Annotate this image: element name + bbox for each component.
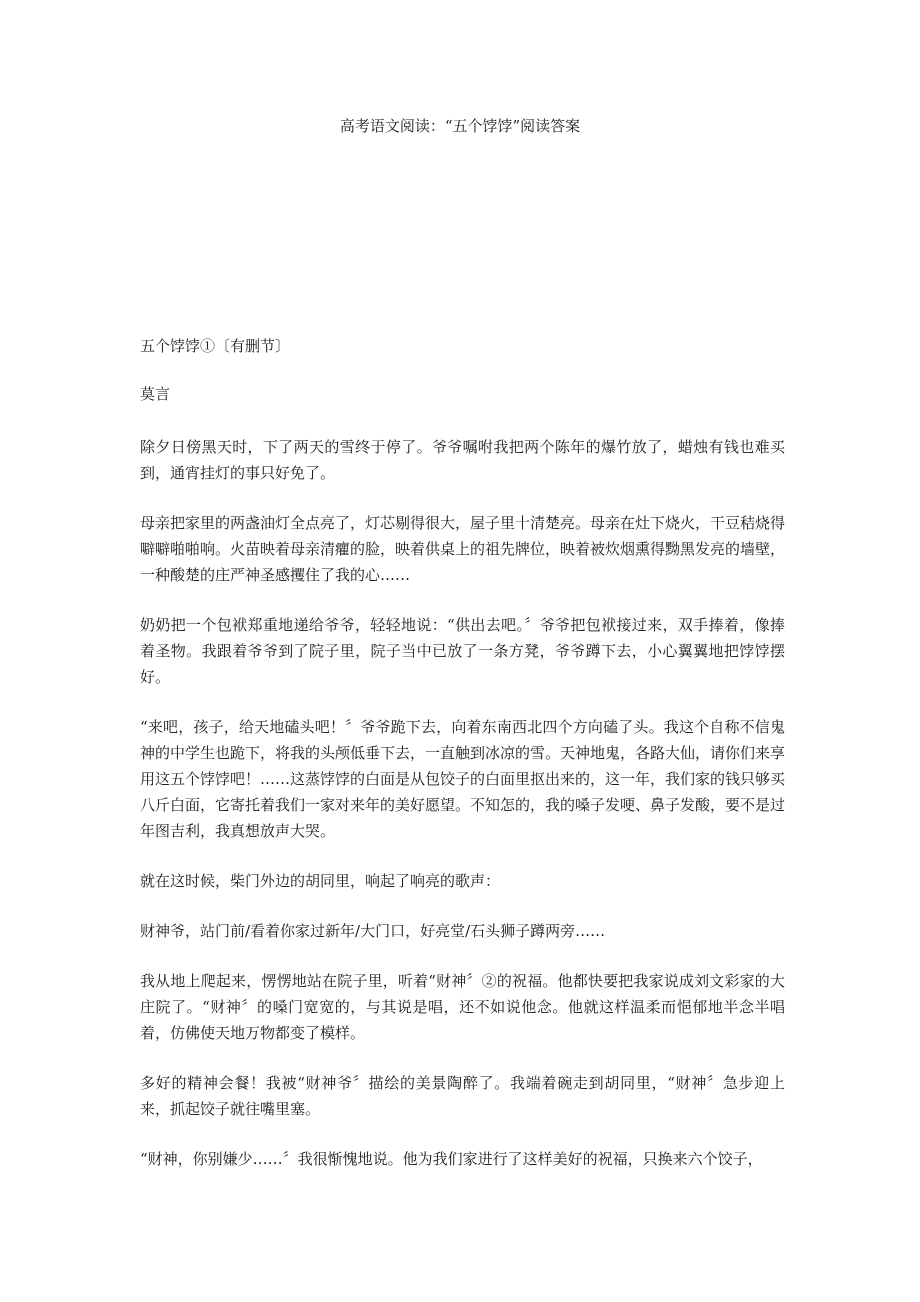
paragraph: 母亲把家里的两盏油灯全点亮了，灯芯剔得很大，屋子里十清楚亮。母亲在灶下烧火，干豆秸烧得噼噼啪啪响。火苗映着母亲清癯的脸，映着供桌上的祖先牌位，映着被炊烟熏得黝黑发亮的墙壁，一种酸楚的庄严神圣感攫住了我的心……: [140, 514, 786, 584]
paragraph: 我从地上爬起来，愣愣地站在院子里，听着“财神〞②的祝福。他都快要把我家说成刘文彩家的大庄院了。“财神〞的嗓门宽宽的，与其说是唱，还不如说他念。他就这样温柔而悒郁地半念半唱着，仿佛使天地万物都变了模样。: [140, 972, 785, 1042]
paragraph: 就在这时候，柴门外边的胡同里，响起了响亮的歌声：: [140, 872, 501, 890]
paragraph: 多好的精神会餐！我被“财神爷〞描绘的美景陶醉了。我端着碗走到胡同里，“财神〞急步迎上来，抓起饺子就往嘴里塞。: [140, 1074, 785, 1118]
paragraph: 奶奶把一个包袱郑重地递给爷爷，轻轻地说：“供出去吧。〞爷爷把包袱接过来，双手捧着，像捧着圣物。我跟着爷爷到了院子里，院子当中已放了一条方凳，爷爷蹲下去，小心翼翼地把饽饽摆好。: [140, 616, 785, 686]
paragraph: 除夕日傍黑天时，下了两天的雪终于停了。爷爷嘱咐我把两个陈年的爆竹放了，蜡烛有钱也难买到，通宵挂灯的事只好免了。: [140, 438, 785, 482]
article-author: 莫言: [140, 385, 171, 403]
article-heading: 五个饽饽①〔有删节〕: [140, 337, 291, 355]
article-body: [140, 333, 785, 1196]
paragraph: “财神，你别嫌少……〞我很惭愧地说。他为我们家进行了这样美好的祝福，只换来六个饺子，: [140, 1150, 763, 1168]
song-lyrics: 财神爷，站门前/看着你家过新年/大门口，好亮堂/石头狮子蹲两旁……: [140, 922, 606, 940]
paragraph: “来吧，孩子，给天地磕头吧！〞爷爷跪下去，向着东南西北四个方向磕了头。我这个自称不信鬼神的中学生也跪下，将我的头颅低垂下去，一直触到冰凉的雪。天神地鬼，各路大仙，请你们来享用这五个饽饽吧！……这蒸饽饽的白面是从包饺子的白面里抠出来的，这一年，我们家的钱只够买八斤白面，它寄托着我们一家对来年的美好愿望。不知怎的，我的嗓子发哽、鼻子发酸，要不是过年图吉利，我真想放声大哭。: [140, 718, 786, 840]
document-title: 高考语文阅读：“五个饽饽”阅读答案: [339, 117, 581, 135]
